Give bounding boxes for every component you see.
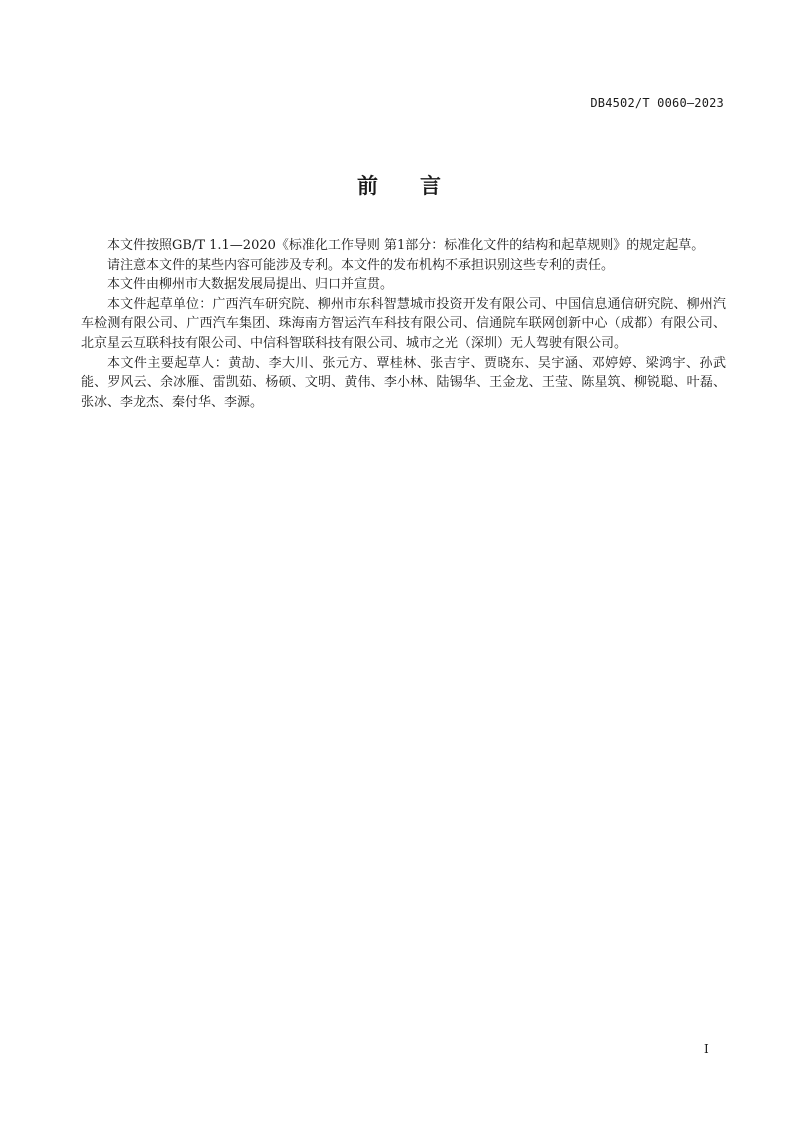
paragraph-proposer: 本文件由柳州市大数据发展局提出、归口并宣贯。 (107, 277, 394, 293)
paragraph-patent-notice: 请注意本文件的某些内容可能涉及专利。本文件的发布机构不承担识别这些专利的责任。 (107, 257, 615, 273)
page-title (0, 170, 800, 200)
foreword-body (81, 236, 726, 412)
paragraph-drafting-units: 本文件起草单位：广西汽车研究院、柳州市东科智慧城市投资开发有限公司、中国信息通信研究院、柳州汽车检测有限公司、广西汽车集团、珠海南方智运汽车科技有限公司、信通院车联网创新中心（成都）有限公司、北京星云互联科技有限公司、中信科智联科技有限公司、城市之光（深圳）无人驾驶有限公司。 (81, 296, 726, 351)
paragraph-drafters: 本文件主要起草人：黄劼、李大川、张元方、覃桂林、张吉宇、贾晓东、吴宇涵、邓婷婷、梁鸿宇、孙武能、罗风云、余冰雁、雷凯茹、杨硕、文明、黄伟、李小林、陆锡华、王金龙、王莹、陈星筑、柳锐聪、叶磊、张冰、李龙杰、秦付华、李源。 (81, 355, 726, 410)
title-char-2: 言 (420, 174, 443, 198)
title-char-1: 前 (357, 174, 380, 198)
paragraph-drafting-rules: 本文件按照GB/T 1.1—2020《标准化工作导则 第1部分：标准化文件的结构和起草规则》的规定起草。 (107, 238, 705, 253)
document-code: DB4502/T 0060—2023 (590, 96, 724, 110)
page-number: I (704, 1042, 709, 1056)
